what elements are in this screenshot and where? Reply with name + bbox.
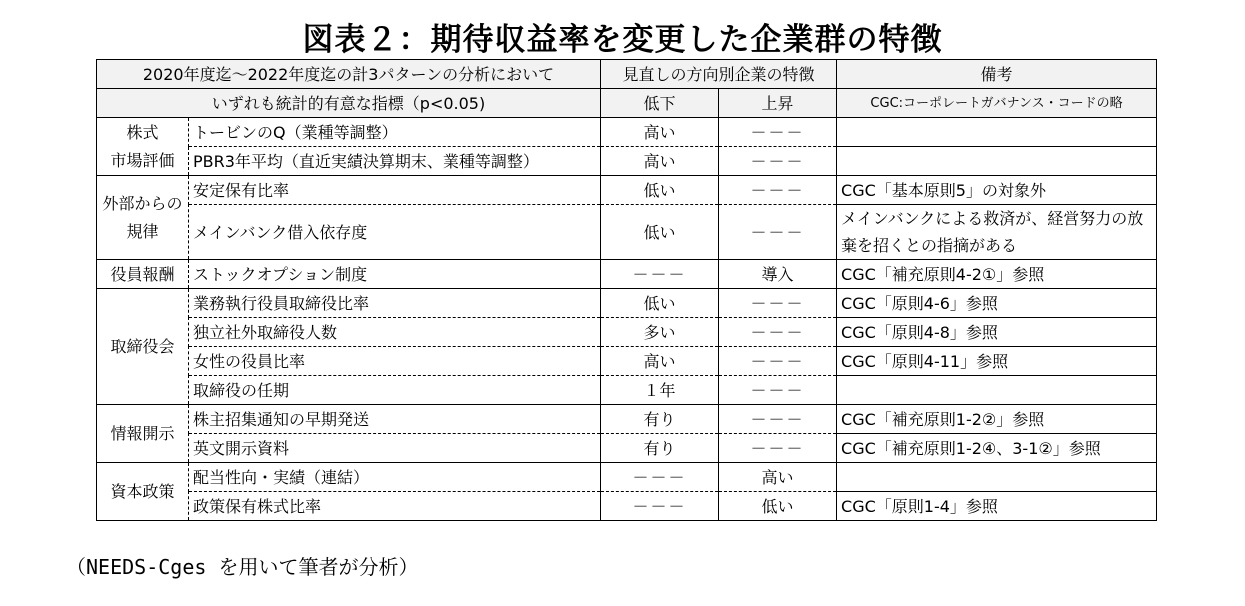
up-cell: －－－ [719,118,837,147]
table-row [97,118,1157,147]
down-cell: 低い [601,176,719,205]
table-row [97,147,1157,176]
table-row [97,347,1157,376]
table-row [97,434,1157,463]
item-cell: トービンのQ（業種等調整） [189,118,601,147]
note-subheader: CGC:コーポレートガバナンス・コードの略 [837,89,1157,118]
header-row-2 [97,89,1157,118]
category-cell: 役員報酬 [97,260,189,289]
table-row [97,260,1157,289]
category-cell: 株式 [97,118,189,147]
note-cell: CGC「補充原則1-2④、3-1②」参照 [837,434,1157,463]
note-cell: CGC「原則4-11」参照 [837,347,1157,376]
down-cell: 高い [601,147,719,176]
down-cell: 高い [601,347,719,376]
direction-header: 見直しの方向別企業の特徴 [601,60,837,89]
up-cell: －－－ [719,376,837,405]
down-cell: －－－ [601,492,719,521]
item-cell: 取締役の任期 [189,376,601,405]
down-header: 低下 [601,89,719,118]
down-cell: －－－ [601,260,719,289]
item-cell: 独立社外取締役人数 [189,318,601,347]
category-cell: 市場評価 [97,147,189,176]
down-cell: 多い [601,318,719,347]
condition-header-line1: 2020年度迄～2022年度迄の計3パターンの分析において [97,60,601,89]
note-cell [837,376,1157,405]
category-cell: 情報開示 [97,405,189,463]
up-header: 上昇 [719,89,837,118]
down-cell: １年 [601,376,719,405]
note-cell [837,147,1157,176]
up-cell: －－－ [719,347,837,376]
note-header: 備考 [837,60,1157,89]
down-cell: 有り [601,434,719,463]
up-cell: －－－ [719,434,837,463]
up-cell: －－－ [719,147,837,176]
down-cell: 低い [601,289,719,318]
down-cell: 高い [601,118,719,147]
table-row [97,205,1157,260]
item-cell: 株主招集通知の早期発送 [189,405,601,434]
item-cell: 配当性向・実績（連結） [189,463,601,492]
table-row [97,405,1157,434]
note-cell: CGC「原則4-8」参照 [837,318,1157,347]
note-cell: CGC「原則4-6」参照 [837,289,1157,318]
table-row [97,463,1157,492]
down-cell: 有り [601,405,719,434]
note-cell: CGC「基本原則5」の対象外 [837,176,1157,205]
feature-table [96,59,1157,521]
down-cell: 低い [601,205,719,260]
item-cell: メインバンク借入依存度 [189,205,601,260]
table-row [97,176,1157,205]
note-cell: CGC「原則1-4」参照 [837,492,1157,521]
table-row [97,318,1157,347]
note-cell: CGC「補充原則1-2②」参照 [837,405,1157,434]
item-cell: 業務執行役員取締役比率 [189,289,601,318]
item-cell: 英文開示資料 [189,434,601,463]
up-cell: 低い [719,492,837,521]
up-cell: 高い [719,463,837,492]
item-cell: ストックオプション制度 [189,260,601,289]
up-cell: －－－ [719,405,837,434]
up-cell: －－－ [719,289,837,318]
item-cell: PBR3年平均（直近実績決算期末、業種等調整） [189,147,601,176]
category-cell: 資本政策 [97,463,189,521]
up-cell: －－－ [719,176,837,205]
down-cell: －－－ [601,463,719,492]
table-row [97,289,1157,318]
note-cell: メインバンクによる救済が、経営努力の放棄を招くとの指摘がある [837,205,1157,260]
table-row [97,376,1157,405]
category-cell: 外部からの規律 [97,176,189,260]
note-cell: CGC「補充原則4-2①」参照 [837,260,1157,289]
item-cell: 政策保有株式比率 [189,492,601,521]
page-title: 図表２：期待収益率を変更した企業群の特徴 [302,22,943,58]
table-row [97,492,1157,521]
up-cell: －－－ [719,205,837,260]
header-row-1 [97,60,1157,89]
condition-header-line2: いずれも統計的有意な指標（p<0.05) [97,89,601,118]
item-cell: 女性の役員比率 [189,347,601,376]
category-cell: 取締役会 [97,289,189,405]
note-cell [837,118,1157,147]
note-cell [837,463,1157,492]
source-note: （NEEDS-Cges を用いて筆者が分析） [66,555,419,579]
item-cell: 安定保有比率 [189,176,601,205]
up-cell: 導入 [719,260,837,289]
up-cell: －－－ [719,318,837,347]
